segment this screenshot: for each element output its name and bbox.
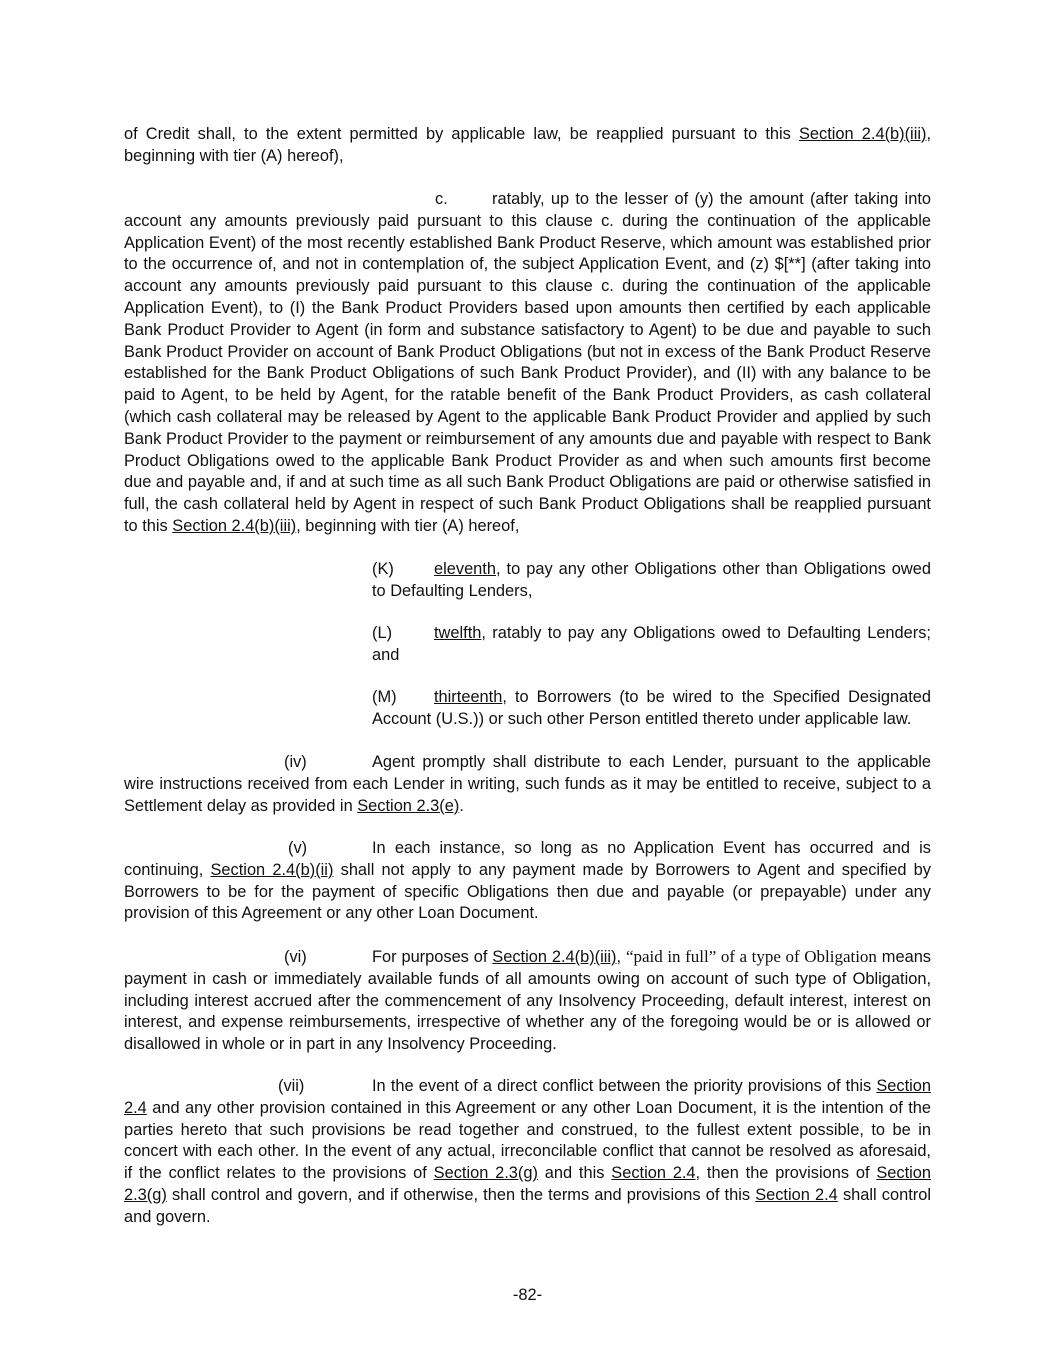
section-reference: Section 2.4(b)(iii) bbox=[798, 125, 927, 143]
paragraph-text: , to Borrowers (to be wired to the Specified Designated Account (U.S.)) or such other Person entitled thereto under applicable law. bbox=[372, 688, 931, 728]
paragraph-text: means payment in cash or immediately available funds of all amounts owing on account of such type of Obligation, including interest accrued after the commencement of any Insolvency Proceeding, default interest, interest on interest, and expense reimbursements, irrespective of whether any of the foregoing would be or is allowed or disallowed in whole or in part in any Insolvency Proceeding. bbox=[124, 948, 932, 1054]
clause-marker: (v) bbox=[288, 839, 308, 857]
paragraph-text: . bbox=[459, 796, 464, 815]
ordinal-term: eleventh bbox=[434, 560, 496, 578]
clause-c-paragraph bbox=[124, 189, 931, 538]
clause-marker: c. bbox=[435, 190, 448, 208]
clause-marker: (iv) bbox=[284, 753, 307, 771]
paragraph-text: , to pay any other Obligations other than Obligations owed to Defaulting Lenders, bbox=[372, 560, 931, 600]
clause-marker: (vii) bbox=[278, 1077, 305, 1095]
clause-vi-paragraph bbox=[124, 946, 931, 1056]
section-reference: Section 2.3(g) bbox=[433, 1164, 538, 1183]
clause-marker: (L) bbox=[372, 624, 393, 642]
paragraph-text: and any other provision contained in this Agreement or any other Loan Document, it is the intention of the parties hereto that such provisions be read together and construed, to the fullest extent possible, to be in concert with each other. In the event of any actual, irreconcilable conflict that cannot be resolved as aforesaid, if the conflict relates to the provisions of bbox=[124, 1098, 931, 1183]
clause-vii-paragraph bbox=[124, 1076, 931, 1229]
section-reference: Section 2.4(b)(ii) bbox=[210, 860, 334, 879]
section-reference: Section 2.4 bbox=[611, 1164, 696, 1183]
ordinal-term: twelfth bbox=[434, 624, 482, 642]
paragraph-text: For purposes of bbox=[372, 948, 493, 966]
paragraph-text: of Credit shall, to the extent permitted by applicable law, be reapplied pursuant to this bbox=[124, 125, 799, 143]
clause-marker: (K) bbox=[372, 560, 394, 578]
ordinal-term: thirteenth bbox=[434, 688, 503, 706]
clause-m-paragraph bbox=[372, 687, 931, 731]
clause-v-paragraph bbox=[124, 838, 931, 925]
section-reference: Section 2.4 bbox=[124, 1077, 931, 1117]
paragraph-text: shall control and govern, and if otherwise, then the terms and provisions of this bbox=[166, 1185, 756, 1204]
section-reference: Section 2.3(g) bbox=[124, 1164, 932, 1204]
paragraph-text: ratably, up to the lesser of (y) the amount (after taking into account any amounts previously paid pursuant to this clause c. during the continuation of the applicable Application Event) of the most recently established Bank Product Reserve, which amount was established prior to the occurrence of, and not in contemplation of, the subject Application Event, and (z) $[**] (after taking into account any amounts previously paid pursuant to this clause c. during the continuation of the applicable Application Event), to (I) the Bank Product Providers based upon amounts then certified by each applicable Bank Product Provider to Agent (in form and substance satisfactory to Agent) to be due and payable to such Bank Product Provider on account of Bank Product Obligations (but not in excess of the Bank Product Reserve established for the Bank Product Obligations of such Bank Product Provider), and (II) with any balance to be paid to Agent, to be held by Agent, for the ratable benefit of the Bank Product Providers, as cash collateral (which cash collateral may be released by Agent to the applicable Bank Product Provider and applied by such Bank Product Provider to the payment or reimbursement of any amounts due and payable with respect to Bank Product Obligations owed to the applicable Bank Product Provider as and when such amounts first become due and payable and, if and at such time as all such Bank Product Obligations are paid or otherwise satisfied in full, the cash collateral held by Agent in respect of such Bank Product Obligations shall be reapplied pursuant to this bbox=[124, 190, 931, 535]
page-number: -82- bbox=[512, 1286, 543, 1304]
clause-l-paragraph bbox=[372, 623, 931, 667]
section-reference: Section 2.3(e) bbox=[357, 796, 460, 815]
defined-phrase: “paid in full” of a type of Obligation bbox=[625, 947, 877, 966]
clause-marker: (M) bbox=[372, 688, 397, 706]
paragraph-text: In each instance, so long as no Application Event has occurred and is continuing, bbox=[124, 839, 931, 879]
paragraph-text: , bbox=[616, 948, 626, 966]
continuation-paragraph bbox=[124, 124, 931, 168]
clause-k-paragraph bbox=[372, 559, 931, 603]
paragraph-text: In the event of a direct conflict between the priority provisions of this bbox=[372, 1077, 877, 1095]
clause-iv-paragraph bbox=[124, 752, 931, 817]
section-reference: Section 2.4(b)(iii) bbox=[492, 948, 617, 966]
section-reference: Section 2.4 bbox=[755, 1185, 838, 1204]
section-reference: Section 2.4(b)(iii) bbox=[172, 516, 297, 535]
paragraph-text: shall not apply to any payment made by Borrowers to Agent and specified by Borrowers to be for the payment of specific Obligations then due and payable (or prepayable) under any provision of this Agreement or any other Loan Document. bbox=[124, 860, 931, 923]
paragraph-text: Agent promptly shall distribute to each Lender, pursuant to the applicable wire instructions received from each Lender in writing, such funds as it may be entitled to receive, subject to a Settlement delay as provided in bbox=[124, 753, 931, 815]
paragraph-text: , beginning with tier (A) hereof, bbox=[296, 516, 520, 535]
clause-marker: (vi) bbox=[284, 948, 307, 966]
paragraph-text: shall control and govern. bbox=[124, 1185, 931, 1226]
paragraph-text: , then the provisions of bbox=[695, 1164, 877, 1183]
paragraph-text: , beginning with tier (A) hereof), bbox=[124, 125, 932, 165]
paragraph-text: and this bbox=[537, 1164, 612, 1183]
paragraph-text: , ratably to pay any Obligations owed to Defaulting Lenders; and bbox=[372, 624, 931, 664]
